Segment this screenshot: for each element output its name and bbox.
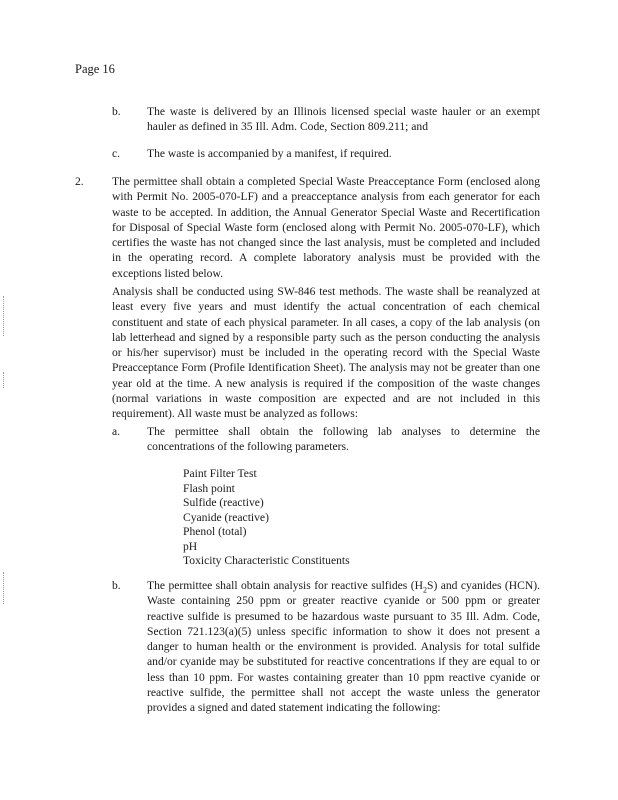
parameter-item: Flash point xyxy=(183,481,235,495)
parameter-item: Toxicity Characteristic Constituents xyxy=(183,554,350,567)
parameter-item: Phenol (total) xyxy=(183,525,247,538)
scan-mark xyxy=(3,296,5,336)
sub-b-text-before: The permittee shall obtain analysis for reactive sulfides (H xyxy=(147,579,423,592)
scan-mark xyxy=(3,372,5,388)
sub-a-label: a. xyxy=(112,425,121,438)
section-2-label: 2. xyxy=(75,175,84,188)
parameter-item: Cyanide (reactive) xyxy=(183,510,269,524)
section-2-text: The permittee shall obtain a completed Special Waste Preacceptance Form (enclosed along with Permit No. 2005-070-LF) and a preacceptance analysis from each generator for each waste to be accepted. In addition, the Annual Generator Special Waste and Recertification for Disposal of Special Waste form (enclosed along with Permit No. 2005-070-LF), which certifies the waste has not changed since the last analysis, must be completed and included in the operating record. A complete laboratory analysis must be provided with the exceptions listed below. xyxy=(112,175,540,280)
scan-mark xyxy=(3,572,5,604)
item-b-label: b. xyxy=(112,105,121,118)
item-c-text: The waste is accompanied by a manifest, if required. xyxy=(147,147,392,160)
sub-b-text-after: S) and cyanides (HCN). Waste containing 250 ppm or greater reactive cyanide or 500 ppm or greater reactive sulfide is presumed to be hazardous waste pursuant to 35 Ill. Adm. Code, Section 721.123(a)(5) unless specific information to show it does not present a danger to human health or the environment is provided. Analysis for total sulfide and/or cyanide may be substituted for reactive concentrations if they are equal to or less than 10 ppm. For wastes containing greater than 10 ppm reactive cyanide or reactive sulfide, the permittee shall not accept the waste unless the generator provides a signed and dated statement indicating the following: xyxy=(147,579,541,715)
sub-b-subscript: 2 xyxy=(423,585,427,595)
sub-b-label: b. xyxy=(112,579,121,592)
analysis-paragraph: Analysis shall be conducted using SW-846 test methods. The waste shall be reanalyzed at least every five years and must identify the actual concentration of each chemical constituent and state of each physical parameter. In all cases, a copy of the lab analysis (on lab letterhead and signed by a responsible party such as the person conducting the analysis or his/her supervisor) must be included in the operating record with the Special Waste Preacceptance Form (Profile Identification Sheet). The analysis may not be greater than one year old at the time. A new analysis is required if the composition of the waste changes (normal variations in waste composition are expected and are not included in this requirement). All waste must be analyzed as follows: xyxy=(112,285,540,421)
item-c-label: c. xyxy=(112,147,121,160)
sub-a-text: The permittee shall obtain the following lab analyses to determine the concentrations of the following parameters. xyxy=(147,425,540,454)
parameter-item: pH xyxy=(183,539,198,553)
parameter-list xyxy=(183,467,350,569)
item-b-text: The waste is delivered by an Illinois licensed special waste hauler or an exempt hauler as defined in 35 Ill. Adm. Code, Section 809.211; and xyxy=(147,105,540,134)
parameter-item: Sulfide (reactive) xyxy=(183,496,264,509)
parameter-item: Paint Filter Test xyxy=(183,467,257,480)
page-number: Page 16 xyxy=(75,62,115,76)
sub-b-text xyxy=(147,578,540,716)
